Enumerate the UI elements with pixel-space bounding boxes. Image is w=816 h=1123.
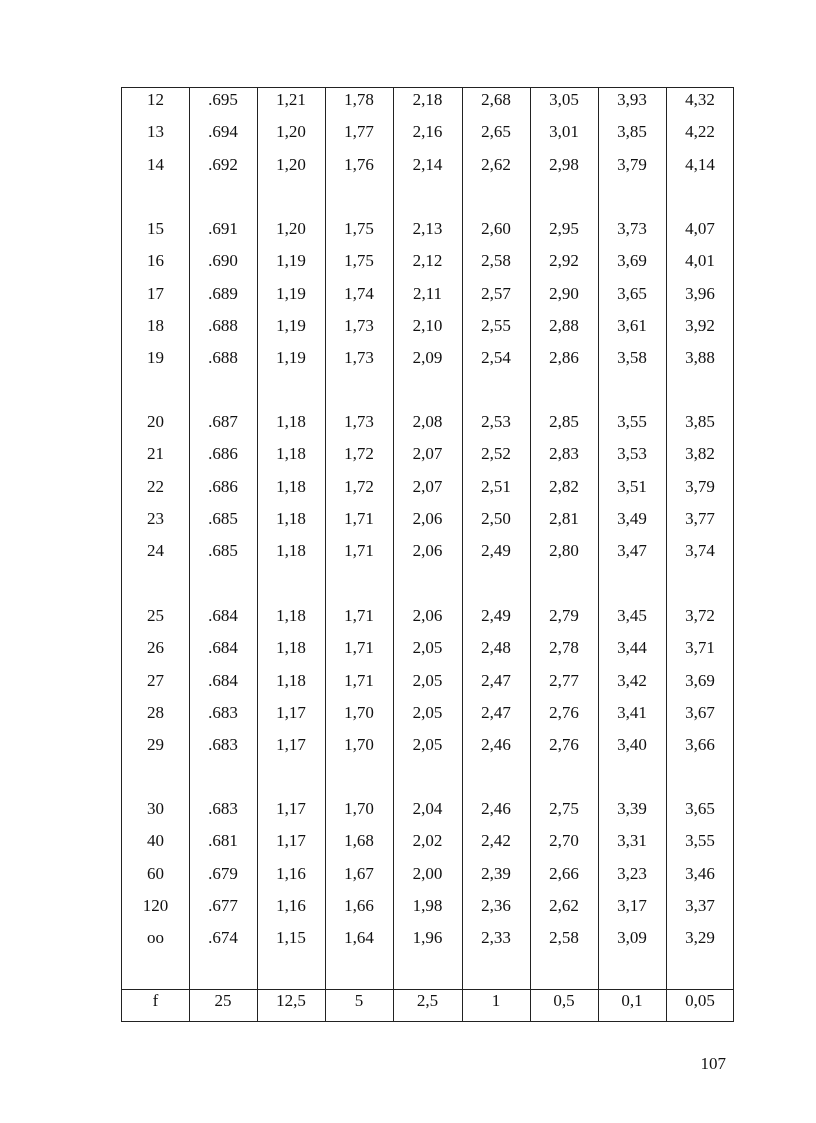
- table-row-cell: 1,21: [276, 90, 306, 109]
- table-row-cell: 2,81: [549, 509, 579, 528]
- t-distribution-table: [121, 87, 734, 1022]
- table-row-cell: 3,77: [685, 509, 715, 528]
- table-row-cell: 2,83: [549, 444, 579, 463]
- table-row-cell: 2,60: [481, 219, 511, 238]
- table-row-cell: 3,51: [617, 477, 647, 496]
- table-row-cell: .686: [208, 477, 238, 496]
- table-row-cell: 13: [147, 122, 164, 141]
- table-row-cell: 2,00: [412, 864, 443, 883]
- table-row-cell: 3,65: [685, 799, 715, 818]
- table-row-cell: 3,82: [685, 444, 715, 463]
- table-row-cell: .688: [208, 348, 238, 367]
- table-row-cell: 2,46: [481, 735, 511, 754]
- footer-row-cell: 25: [214, 991, 232, 1010]
- table-row-cell: 1,96: [412, 928, 443, 947]
- table-row-cell: 3,67: [685, 703, 715, 722]
- table-row-cell: 19: [147, 348, 164, 367]
- table-row-cell: 3,31: [617, 831, 647, 850]
- table-row-cell: 2,06: [412, 606, 443, 625]
- table-row-cell: 2,06: [412, 541, 443, 560]
- table-row-cell: 1,70: [344, 799, 374, 818]
- table-row-cell: 1,75: [344, 251, 374, 270]
- table-row-cell: 1,18: [276, 671, 306, 690]
- table-row-cell: .683: [208, 703, 238, 722]
- table-row-cell: 3,85: [685, 412, 715, 431]
- table-row-cell: .685: [208, 541, 238, 560]
- table-row-cell: 1,18: [276, 606, 306, 625]
- table-row-cell: .685: [208, 509, 238, 528]
- table-row-cell: .674: [208, 928, 238, 947]
- table-row-cell: 2,98: [549, 155, 579, 174]
- table-row-cell: 1,20: [276, 122, 306, 141]
- table-row-cell: 1,72: [344, 444, 374, 463]
- table-row-cell: 1,17: [276, 799, 306, 818]
- table-row-cell: 1,98: [412, 896, 443, 915]
- table-row-cell: 3,88: [685, 348, 715, 367]
- table-row-cell: 1,71: [344, 509, 374, 528]
- table-row-cell: 16: [147, 251, 164, 270]
- table-row-cell: 1,67: [344, 864, 374, 883]
- table-row-cell: .683: [208, 735, 238, 754]
- table-row-cell: 3,47: [617, 541, 647, 560]
- table-row-cell: 1,76: [344, 155, 374, 174]
- table-row-cell: 2,62: [549, 896, 579, 915]
- table-row-cell: 4,14: [685, 155, 715, 174]
- footer-row-cell: f: [152, 991, 159, 1010]
- table-row-cell: 1,20: [276, 155, 306, 174]
- table-row-cell: 2,57: [481, 284, 511, 303]
- table-row-cell: .681: [208, 831, 238, 850]
- table-row-cell: 2,88: [549, 316, 579, 335]
- table-row-cell: 2,05: [412, 735, 443, 754]
- table-row-cell: 18: [147, 316, 164, 335]
- table-row-cell: 2,65: [481, 122, 511, 141]
- table-row-cell: 1,78: [344, 90, 374, 109]
- table-row-cell: 2,48: [481, 638, 511, 657]
- table-row-cell: 2,76: [549, 735, 579, 754]
- table-row-cell: 1,15: [276, 928, 306, 947]
- table-row-cell: 3,55: [617, 412, 647, 431]
- table-row-cell: 1,19: [276, 251, 306, 270]
- table-row-cell: 28: [147, 703, 164, 722]
- table-row-cell: 2,90: [549, 284, 579, 303]
- table-row-cell: 2,36: [481, 896, 511, 915]
- footer-row-cell: 2,5: [416, 991, 439, 1010]
- table-row-cell: 3,46: [685, 864, 715, 883]
- table-row-cell: 1,70: [344, 703, 374, 722]
- table-row-cell: oo: [147, 928, 164, 947]
- table-row-cell: 2,54: [481, 348, 511, 367]
- table-row-cell: 3,79: [617, 155, 647, 174]
- table-row-cell: 12: [147, 90, 164, 109]
- table-row-cell: 2,62: [481, 155, 511, 174]
- table-row-cell: 2,04: [412, 799, 443, 818]
- table-row-cell: 1,18: [276, 638, 306, 657]
- table-row-cell: 3,41: [617, 703, 647, 722]
- table-row-cell: .695: [208, 90, 238, 109]
- table-row-cell: 1,71: [344, 671, 374, 690]
- table-row-cell: .689: [208, 284, 238, 303]
- table-row-cell: 2,09: [412, 348, 443, 367]
- table-row-cell: 26: [147, 638, 164, 657]
- table-row-cell: 3,69: [617, 251, 647, 270]
- table-row-cell: 2,70: [549, 831, 579, 850]
- table-row-cell: 3,09: [617, 928, 647, 947]
- table-row-cell: 1,70: [344, 735, 374, 754]
- table-row-cell: 2,13: [412, 219, 443, 238]
- table-row-cell: 3,65: [617, 284, 647, 303]
- table-row-cell: 2,75: [549, 799, 579, 818]
- table-row-cell: .683: [208, 799, 238, 818]
- page-number: 107: [700, 1054, 726, 1073]
- table-row-cell: 3,44: [617, 638, 647, 657]
- table-row-cell: .687: [208, 412, 238, 431]
- table-row-cell: .686: [208, 444, 238, 463]
- table-row-cell: 120: [142, 896, 169, 915]
- table-row-cell: 1,18: [276, 541, 306, 560]
- table-row-cell: 1,19: [276, 284, 306, 303]
- table-row-cell: 2,47: [481, 703, 511, 722]
- table-row-cell: 2,79: [549, 606, 579, 625]
- table-row-cell: 1,17: [276, 703, 306, 722]
- table-row-cell: 1,75: [344, 219, 374, 238]
- footer-row-cell: 1: [491, 991, 501, 1010]
- table-row-cell: 2,50: [481, 509, 511, 528]
- table-row-cell: 1,74: [344, 284, 374, 303]
- table-row-cell: 2,42: [481, 831, 511, 850]
- table-row-cell: 2,05: [412, 638, 443, 657]
- table-row-cell: 2,07: [412, 477, 443, 496]
- table-row-cell: 24: [147, 541, 164, 560]
- table-row-cell: .684: [208, 671, 238, 690]
- table-row-cell: 1,64: [344, 928, 374, 947]
- table-row-cell: 4,01: [685, 251, 715, 270]
- table-row-cell: 2,14: [412, 155, 443, 174]
- table-row-cell: 2,85: [549, 412, 579, 431]
- table-row-cell: 3,69: [685, 671, 715, 690]
- table-row-cell: 3,92: [685, 316, 715, 335]
- table-row-cell: 2,77: [549, 671, 579, 690]
- table-row-cell: 15: [147, 219, 164, 238]
- table-row-cell: 1,19: [276, 348, 306, 367]
- table-row-cell: 3,39: [617, 799, 647, 818]
- table-row-cell: 20: [147, 412, 164, 431]
- table-row-cell: 2,02: [412, 831, 443, 850]
- table-row-cell: 3,55: [685, 831, 715, 850]
- table-row-cell: 2,86: [549, 348, 579, 367]
- table-row-cell: 3,85: [617, 122, 647, 141]
- table-row-cell: 4,32: [685, 90, 715, 109]
- table-row-cell: 2,08: [412, 412, 443, 431]
- footer-row-cell: 5: [354, 991, 364, 1010]
- table-row-cell: 2,80: [549, 541, 579, 560]
- table-row-cell: 3,96: [685, 284, 715, 303]
- table-row-cell: .688: [208, 316, 238, 335]
- table-row-cell: 1,71: [344, 541, 374, 560]
- table-row-cell: .684: [208, 606, 238, 625]
- table-row-cell: 2,55: [481, 316, 511, 335]
- table-row-cell: 17: [147, 284, 164, 303]
- table-row-cell: 3,53: [617, 444, 647, 463]
- table-row-cell: .691: [208, 219, 238, 238]
- table-row-cell: 1,16: [276, 896, 306, 915]
- table-row-cell: 2,47: [481, 671, 511, 690]
- table-row-cell: 1,19: [276, 316, 306, 335]
- table-row-cell: 2,58: [549, 928, 579, 947]
- table-row-cell: 30: [147, 799, 164, 818]
- footer-row-cell: 0,05: [685, 991, 715, 1010]
- table-row-cell: 1,18: [276, 477, 306, 496]
- table-row-cell: .679: [208, 864, 238, 883]
- table-row-cell: 4,22: [685, 122, 715, 141]
- table-row-cell: 1,72: [344, 477, 374, 496]
- table-row-cell: 3,01: [549, 122, 579, 141]
- footer-row-cell: 12,5: [276, 991, 306, 1010]
- table-row-cell: 3,58: [617, 348, 647, 367]
- table-row-cell: 1,73: [344, 348, 374, 367]
- table-row-cell: 2,07: [412, 444, 443, 463]
- table-row-cell: 3,29: [685, 928, 715, 947]
- table-row-cell: 2,05: [412, 671, 443, 690]
- table-row-cell: 2,52: [481, 444, 511, 463]
- table-row-cell: 3,71: [685, 638, 715, 657]
- table-row-cell: 2,82: [549, 477, 579, 496]
- table-row-cell: 14: [147, 155, 164, 174]
- table-row-cell: 4,07: [685, 219, 715, 238]
- table-row-cell: 1,17: [276, 735, 306, 754]
- table-row-cell: .694: [208, 122, 238, 141]
- footer-row-cell: 0,1: [621, 991, 643, 1010]
- table-row-cell: 1,66: [344, 896, 374, 915]
- table-row-cell: 60: [147, 864, 164, 883]
- table-row-cell: 1,18: [276, 509, 306, 528]
- table-row-cell: 2,78: [549, 638, 579, 657]
- table-row-cell: 3,61: [617, 316, 647, 335]
- table-row-cell: 1,77: [344, 122, 374, 141]
- table-row-cell: 2,68: [481, 90, 511, 109]
- table-row-cell: .684: [208, 638, 238, 657]
- table-row-cell: 25: [147, 606, 164, 625]
- table-row-cell: 2,49: [481, 606, 511, 625]
- table-row-cell: 1,73: [344, 412, 374, 431]
- table-row-cell: 1,18: [276, 412, 306, 431]
- table-row-cell: 2,06: [412, 509, 443, 528]
- table-row-cell: 1,71: [344, 638, 374, 657]
- table-row-cell: 27: [147, 671, 164, 690]
- table-row-cell: 2,66: [549, 864, 579, 883]
- table-row-cell: .692: [208, 155, 238, 174]
- table-row-cell: 23: [147, 509, 164, 528]
- table-row-cell: 2,51: [481, 477, 511, 496]
- table-row-cell: 1,17: [276, 831, 306, 850]
- table-row-cell: 3,23: [617, 864, 647, 883]
- table-row-cell: 3,45: [617, 606, 647, 625]
- table-row-cell: 21: [147, 444, 164, 463]
- table-row-cell: 1,73: [344, 316, 374, 335]
- table-row-cell: 2,33: [481, 928, 511, 947]
- table-row-cell: 3,40: [617, 735, 647, 754]
- table-row-cell: 2,95: [549, 219, 579, 238]
- table-row-cell: 2,58: [481, 251, 511, 270]
- table-row-cell: 2,53: [481, 412, 511, 431]
- table-row-cell: 2,18: [412, 90, 443, 109]
- table-row-cell: .677: [208, 896, 238, 915]
- table-row-cell: 3,74: [685, 541, 715, 560]
- table-row-cell: 22: [147, 477, 164, 496]
- table-row-cell: 40: [147, 831, 164, 850]
- table-row-cell: 3,17: [617, 896, 647, 915]
- table-row-cell: 1,20: [276, 219, 306, 238]
- table-row-cell: 2,92: [549, 251, 579, 270]
- table-row-cell: 2,46: [481, 799, 511, 818]
- table-row-cell: 2,05: [412, 703, 443, 722]
- table-row-cell: 3,37: [685, 896, 715, 915]
- table-row-cell: 3,42: [617, 671, 647, 690]
- table-row-cell: 2,76: [549, 703, 579, 722]
- table-row-cell: 3,66: [685, 735, 715, 754]
- table-row-cell: 2,11: [412, 284, 443, 303]
- table-row-cell: 2,49: [481, 541, 511, 560]
- table-row-cell: 2,39: [481, 864, 511, 883]
- table-row-cell: 2,10: [412, 316, 443, 335]
- table-row-cell: 1,16: [276, 864, 306, 883]
- table-row-cell: 2,12: [412, 251, 443, 270]
- table-row-cell: .690: [208, 251, 238, 270]
- table-row-cell: 3,49: [617, 509, 647, 528]
- table-row-cell: 3,93: [617, 90, 647, 109]
- table-row-cell: 29: [147, 735, 164, 754]
- table-row-cell: 3,79: [685, 477, 715, 496]
- table-row-cell: 3,05: [549, 90, 579, 109]
- table-row-cell: 1,18: [276, 444, 306, 463]
- table-row-cell: 1,71: [344, 606, 374, 625]
- table-row-cell: 3,73: [617, 219, 647, 238]
- table-row-cell: 2,16: [412, 122, 443, 141]
- footer-row-cell: 0,5: [553, 991, 575, 1010]
- table-row-cell: 3,72: [685, 606, 715, 625]
- table-row-cell: 1,68: [344, 831, 374, 850]
